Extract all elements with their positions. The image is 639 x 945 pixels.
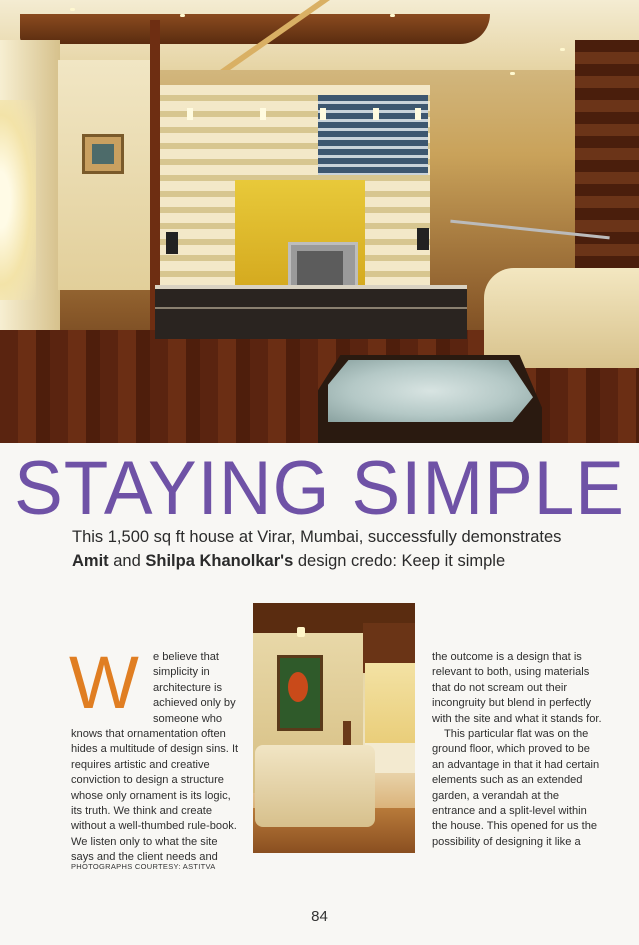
article-headline: STAYING SIMPLE — [14, 446, 625, 531]
speaker-right — [417, 228, 429, 250]
pendant-light — [373, 60, 379, 120]
pendant-light — [187, 60, 193, 120]
drop-cap: W — [69, 641, 139, 724]
speaker-left — [166, 232, 178, 254]
inset-sofa — [255, 745, 375, 827]
pendant-light — [415, 60, 421, 120]
pendant-light — [320, 60, 326, 120]
downlight — [560, 48, 565, 51]
page-number: 84 — [311, 908, 328, 925]
inset-sconce — [297, 627, 305, 637]
hero-photo-living-room — [0, 0, 639, 443]
architect-name-2: Shilpa Khanolkar's — [145, 552, 294, 570]
subhead-line1: This 1,500 sq ft house at Virar, Mumbai, successfully demonstrates — [72, 528, 562, 546]
wall-light — [0, 100, 36, 300]
body-text-3: This particular flat was on the ground floor, which proved to be an advantage in that it had certain elements such as an extended garden, a verandah at the entrance and a split-level within the house. This opened for us the possibility of designing it like a — [432, 728, 600, 848]
downlight — [70, 8, 75, 11]
cream-sofa — [484, 268, 639, 368]
inset-photo-sitting-area — [253, 603, 415, 853]
body-text-1: e believe that simplicity in architecture is achieved only by someone who knows that ornamentation often hides a multitude of design sins. It requires artistic and creative conviction to design a structure whose only ornament is its logic, its truth. We think and create without a well-thumbed rule-book. We listen only to what the site says and the client needs and — [71, 651, 239, 864]
architect-name-1: Amit — [72, 552, 109, 570]
subhead-and: and — [108, 552, 146, 570]
downlight — [390, 14, 395, 17]
body-text-2: the outcome is a design that is relevant to both, using materials that do not scream out their incongruity but blend in perfectly with the site and what it stands for. — [432, 651, 602, 725]
pendant-light — [260, 60, 266, 120]
glass-table-top — [328, 360, 533, 422]
wood-panel-wall — [575, 40, 639, 280]
downlight — [510, 72, 515, 75]
downlight — [180, 14, 185, 17]
body-column-1 — [69, 641, 243, 866]
subhead-line2: design credo: Keep it simple — [293, 552, 506, 570]
body-column-2 — [432, 650, 604, 850]
ceiling-beam — [20, 14, 490, 44]
wall-painting — [82, 134, 124, 174]
inset-painting — [277, 655, 323, 731]
tv-console — [155, 285, 467, 339]
article-subhead — [72, 525, 592, 573]
photo-credit: PHOTOGRAPHS COURTESY: ASTITVA — [71, 862, 216, 871]
back-wall — [58, 60, 158, 290]
